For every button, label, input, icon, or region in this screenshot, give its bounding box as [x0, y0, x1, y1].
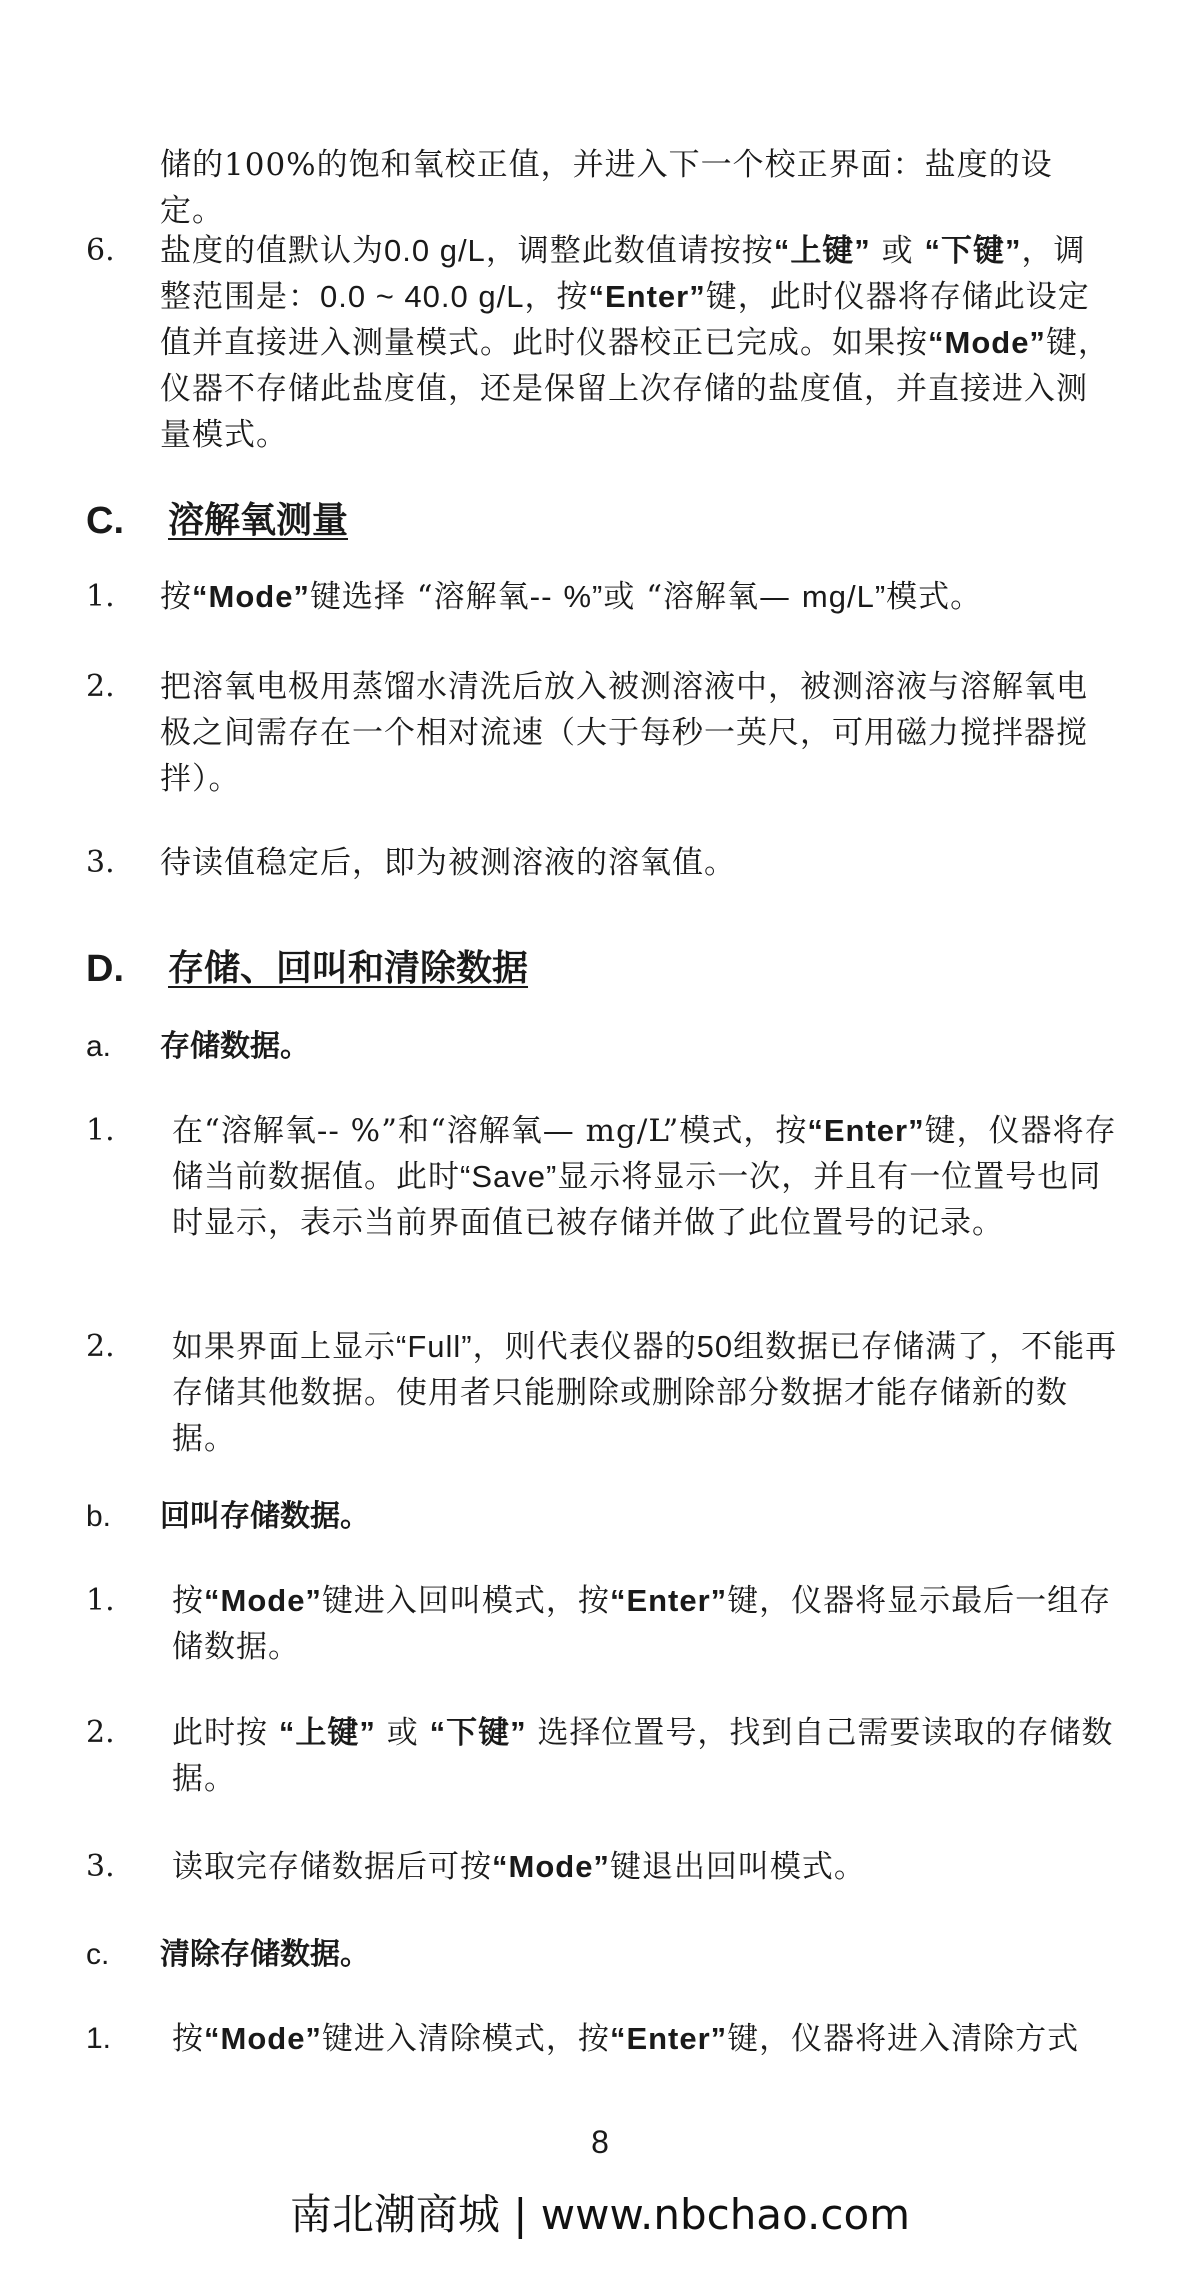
c-item-2-number: 2. — [86, 669, 115, 704]
section-c-letter: C. — [86, 500, 124, 542]
c-item-1-number: 1. — [86, 579, 115, 614]
d-b-title: 回叫存储数据。 — [160, 1499, 370, 1534]
item-6-text: 盐度的值默认为0.0 g/L，调整此数值请按按“上键” 或 “下键”，调整范围是：0.0 ~ 40.0 g/L，按“Enter”键，此时仪器将存储此设定值并直接进入测量模式。此时仪器校正已完成。如果按“Mode”键，仪器不存储此盐度值，还是保留上次存储的盐度值，并直接进入测量模式。 — [160, 233, 1110, 453]
c-item-1-text: 按“Mode”键选择 “溶解氧-- %”或 “溶解氧— mg/L”模式。 — [160, 579, 983, 615]
section-d-letter: D. — [86, 948, 124, 990]
d-b-item-2-number: 2. — [86, 1715, 115, 1750]
d-a-item-1-text: 在“溶解氧-- %”和“溶解氧— mg/L”模式，按“Enter”键，仪器将存储当前数据值。此时“Save”显示将显示一次，并且有一位置号也同时显示，表示当前界面值已被存储并做了此位置号的记录。 — [172, 1113, 1117, 1241]
d-b-item-1-number: 1. — [86, 1583, 115, 1618]
d-a-item-2-text: 如果界面上显示“Full”，则代表仪器的50组数据已存储满了，不能再存储其他数据。使用者只能删除或删除部分数据才能存储新的数据。 — [172, 1329, 1118, 1457]
d-b-item-3-number: 3. — [86, 1849, 115, 1884]
d-a-title: 存储数据。 — [160, 1029, 310, 1064]
d-b-item-3-text: 读取完存储数据后可按“Mode”键退出回叫模式。 — [172, 1849, 866, 1885]
d-c-item-1-number: 1. — [86, 2022, 112, 2055]
d-a-letter: a. — [86, 1030, 112, 1063]
page-number: 8 — [591, 2124, 609, 2160]
section-c-title: 溶解氧测量 — [168, 500, 349, 541]
d-a-item-2-number: 2. — [86, 1329, 115, 1364]
site-footer: 南北潮商城 | www.nbchao.com — [289, 2190, 911, 2239]
d-c-item-1-text: 按“Mode”键进入清除模式，按“Enter”键，仪器将进入清除方式 — [172, 2021, 1080, 2057]
d-a-item-1-number: 1. — [86, 1113, 115, 1148]
d-b-item-2-text: 此时按 “上键” 或 “下键” 选择位置号，找到自己需要读取的存储数据。 — [172, 1715, 1114, 1797]
c-item-2-text: 把溶氧电极用蒸馏水清洗后放入被测溶液中，被测溶液与溶解氧电极之间需存在一个相对流速（大于每秒一英尺，可用磁力搅拌器搅拌）。 — [160, 669, 1088, 797]
c-item-3-text: 待读值稳定后，即为被测溶液的溶氧值。 — [160, 845, 736, 881]
section-d-title: 存储、回叫和清除数据 — [168, 948, 529, 989]
d-c-letter: c. — [86, 1938, 110, 1971]
d-c-title: 清除存储数据。 — [160, 1937, 370, 1972]
d-b-letter: b. — [86, 1500, 112, 1533]
intro-line: 储的100%的饱和氧校正值，并进入下一个校正界面：盐度的设定。 — [160, 147, 1053, 229]
d-b-item-1-text: 按“Mode”键进入回叫模式，按“Enter”键，仪器将显示最后一组存储数据。 — [172, 1583, 1112, 1665]
c-item-3-number: 3. — [86, 845, 115, 880]
item-6-number: 6. — [86, 233, 115, 268]
